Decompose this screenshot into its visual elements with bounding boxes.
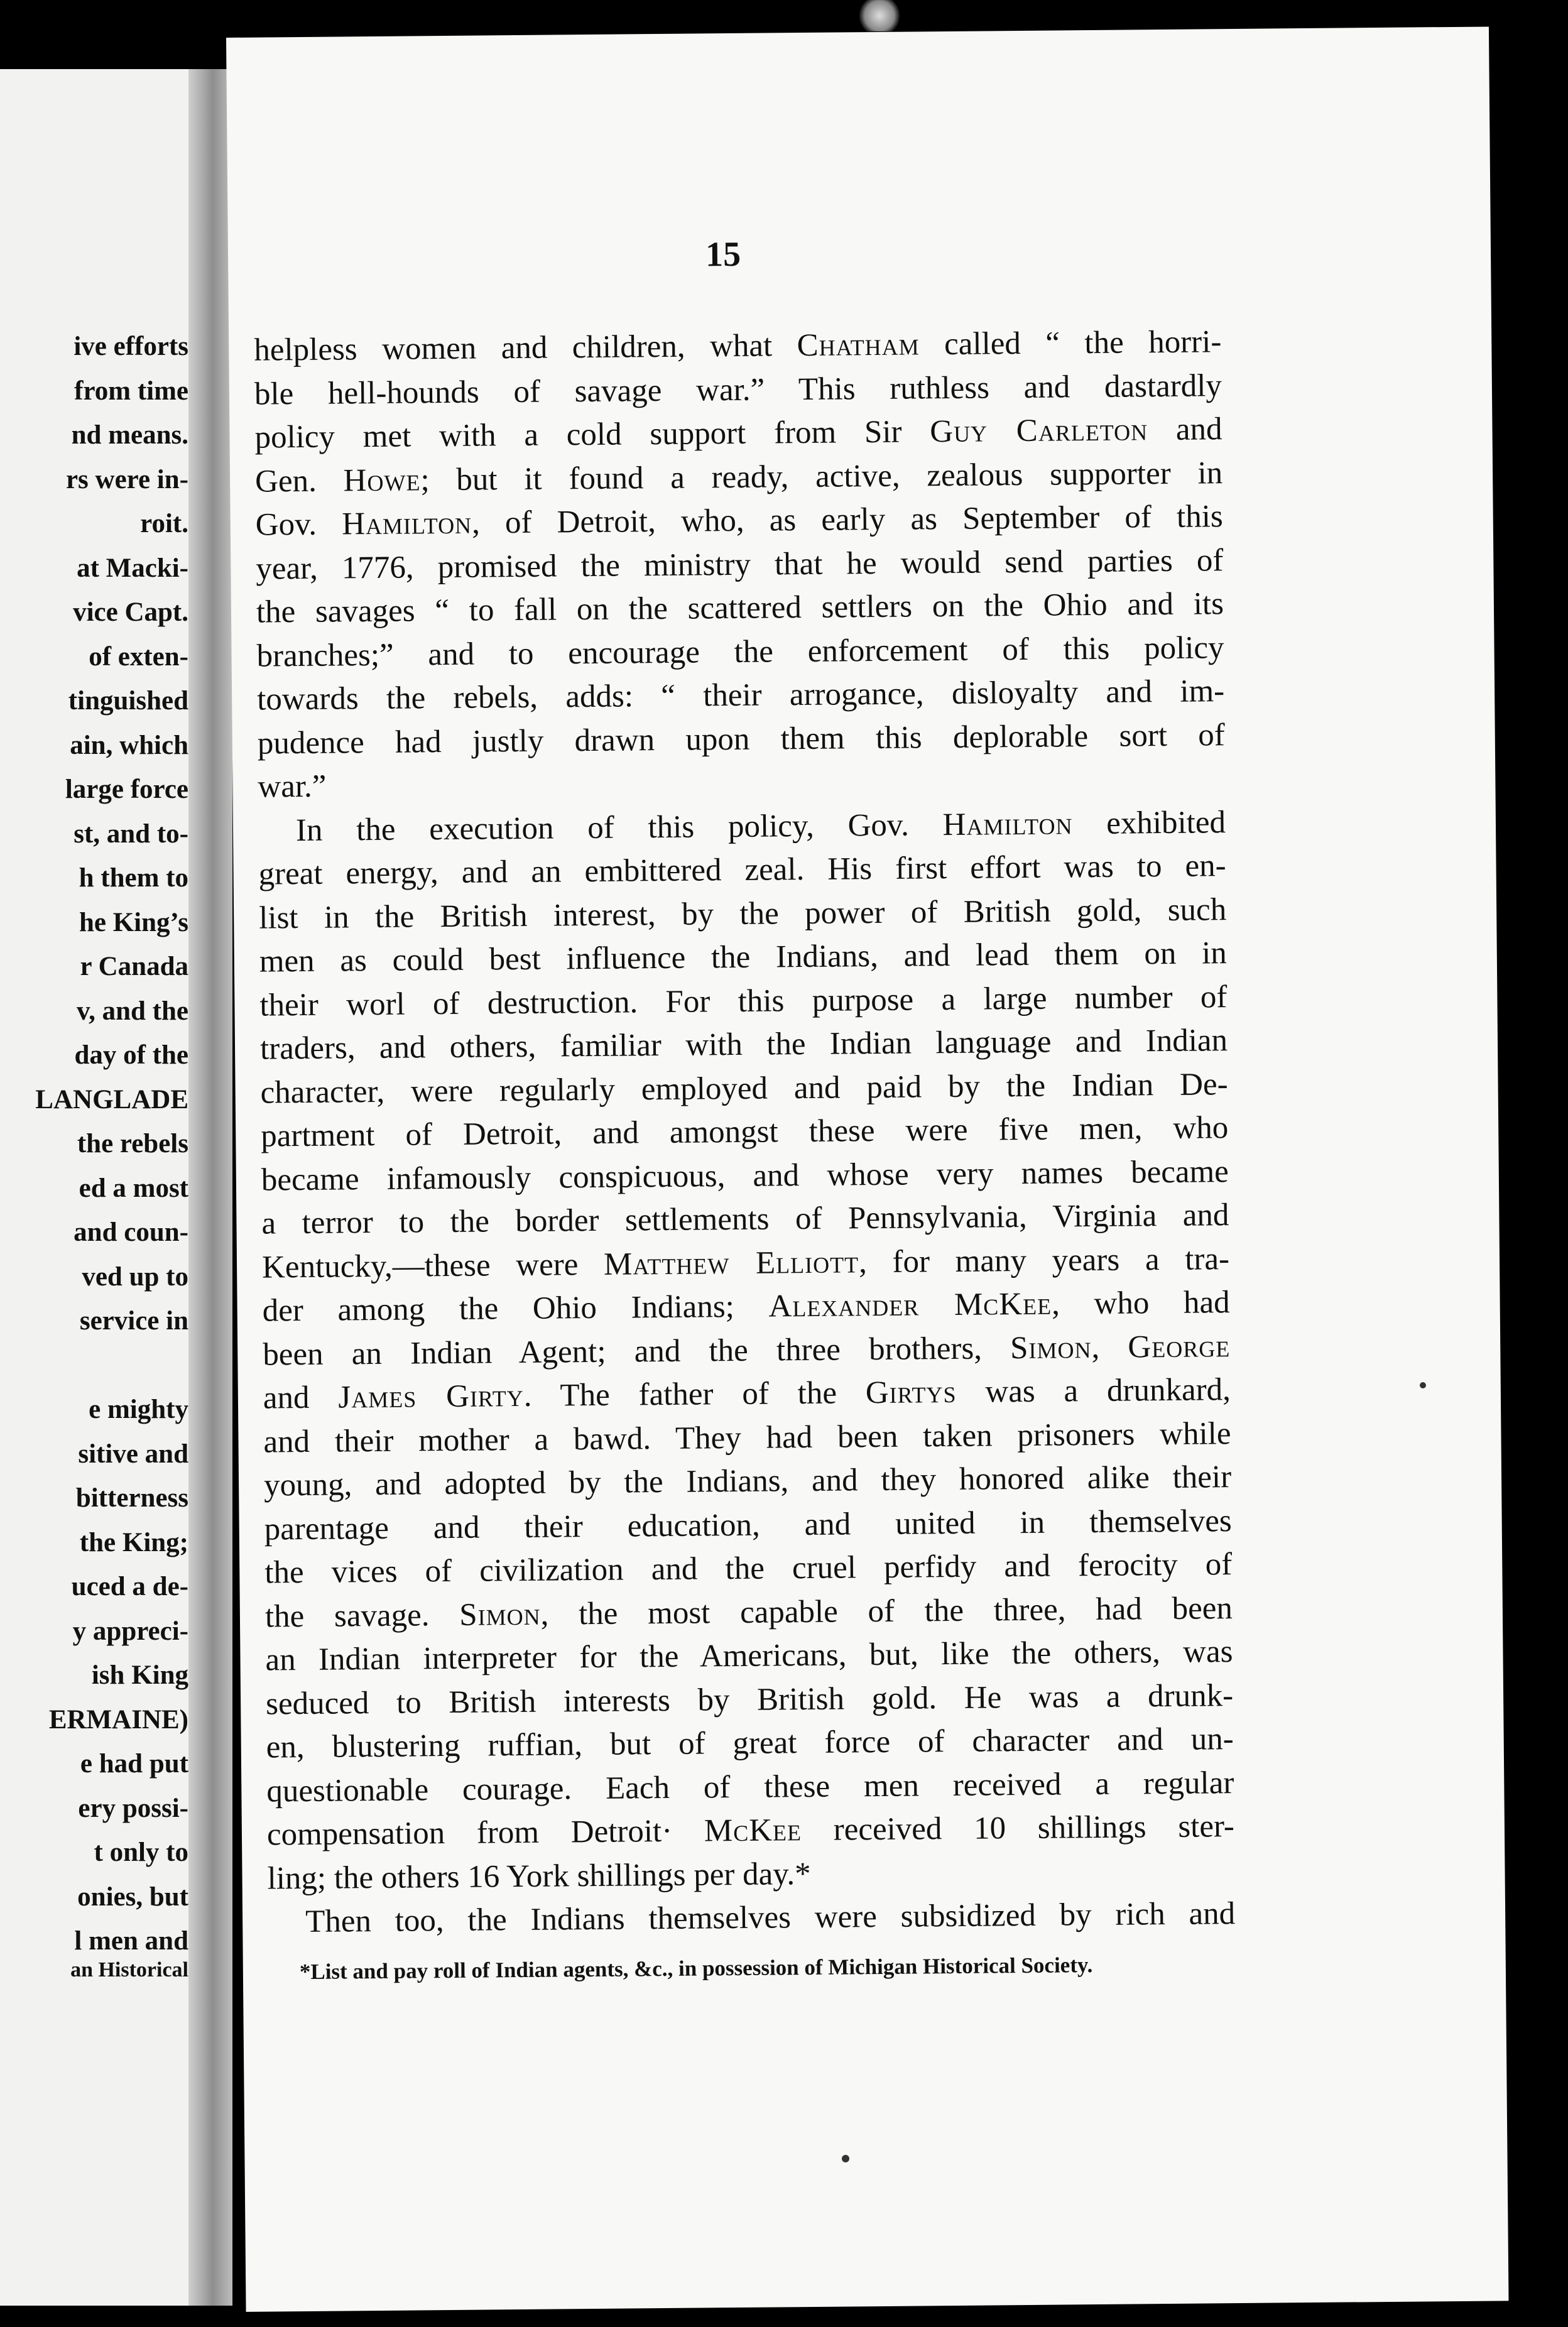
text-run: war.” xyxy=(258,768,327,805)
left-page-line: sitive and xyxy=(78,1439,188,1469)
small-caps-name: Simon xyxy=(1010,1329,1092,1366)
text-line xyxy=(258,761,1225,805)
text-line xyxy=(257,673,1224,719)
small-caps-name: James Girty xyxy=(338,1378,525,1415)
text-line xyxy=(255,455,1222,501)
text-line xyxy=(258,717,1225,763)
text-run: en, blustering ruffian, but of great force of character and un- xyxy=(266,1721,1234,1765)
text-line xyxy=(262,1285,1229,1331)
left-page-line: of exten- xyxy=(89,641,188,672)
text-line xyxy=(264,1503,1231,1549)
small-caps-name: Simon xyxy=(459,1596,541,1633)
left-page-line: ery possi- xyxy=(78,1793,188,1823)
text-line xyxy=(261,1197,1229,1243)
text-run: pudence had justly drawn upon them this deplorable sort of xyxy=(257,717,1225,761)
text-run: became infamously conspicuous, and whose very names became xyxy=(261,1153,1229,1198)
text-run: partment of Detroit, and amongst these were five men, who xyxy=(261,1110,1229,1154)
text-line xyxy=(267,1853,1234,1897)
left-page-line: e mighty xyxy=(89,1395,188,1424)
left-page-line: service in xyxy=(79,1306,188,1336)
text-line xyxy=(254,324,1221,370)
text-run: and xyxy=(1147,411,1222,448)
speck xyxy=(1420,1382,1426,1388)
text-run: traders, and others, familiar with the Indian language and Indian xyxy=(259,1023,1228,1067)
text-run: compensation from Detroit· xyxy=(266,1813,705,1853)
small-caps-name: Alexander McKee xyxy=(768,1286,1052,1324)
text-line xyxy=(256,586,1224,632)
left-page-line: bitterness xyxy=(75,1483,188,1513)
text-run: questionable courage. Each of these men received a regular xyxy=(266,1765,1234,1809)
left-page-line: v, and the xyxy=(76,996,188,1026)
text-line xyxy=(263,1372,1231,1418)
left-page-line: ERMAINE) xyxy=(48,1704,188,1735)
text-run: great energy, and an embittered zeal. His first effort was to en- xyxy=(258,848,1226,892)
left-page-line: onies, but xyxy=(77,1882,188,1912)
text-line xyxy=(266,1678,1233,1724)
text-run: helpless women and children, what xyxy=(254,328,797,368)
left-page-line: vice Capt. xyxy=(73,597,188,627)
left-page-line: from time xyxy=(74,376,188,406)
text-line xyxy=(261,1110,1228,1156)
text-run: , xyxy=(1091,1329,1128,1365)
left-page-line: h them to xyxy=(79,863,188,893)
left-page-line: day of the xyxy=(74,1040,188,1070)
text-line xyxy=(254,368,1222,414)
small-caps-name: McKee xyxy=(704,1812,802,1849)
text-run: an Indian interpreter for the Americans, but, like the others, was xyxy=(265,1634,1233,1678)
left-page-line: LANGLADE xyxy=(35,1084,188,1114)
text-line xyxy=(266,1721,1234,1767)
text-run: towards the rebels, adds: “ their arrogance, disloyalty and im- xyxy=(256,673,1225,717)
text-run: , for many years a tra- xyxy=(858,1241,1230,1280)
left-page-line: the King; xyxy=(79,1527,188,1557)
text-line xyxy=(256,543,1223,589)
small-caps-name: Guy Carleton xyxy=(929,412,1148,450)
text-line xyxy=(261,1154,1229,1200)
footnote: *List and pay roll of Indian agents, &c., in possession of Michigan Historical Society. xyxy=(299,1953,1093,1985)
text-line xyxy=(259,979,1227,1025)
text-run: exhibited xyxy=(1072,804,1226,841)
text-line xyxy=(260,1023,1228,1069)
left-page-line: he King’s xyxy=(79,907,188,937)
text-run: seduced to British interests by British gold. He was a drunk- xyxy=(265,1677,1234,1722)
small-caps-name: George xyxy=(1128,1328,1231,1365)
text-run: Then too, the Indians themselves were subsidized by rich and xyxy=(305,1896,1236,1940)
text-run: year, 1776, promised the ministry that he would send parties of xyxy=(256,542,1224,587)
text-run: character, were regularly employed and paid by the Indian De- xyxy=(260,1066,1228,1111)
text-line xyxy=(268,1896,1235,1942)
left-page-line: an Historical xyxy=(70,1958,188,1981)
text-run: young, and adopted by the Indians, and they honored alike their xyxy=(263,1459,1232,1503)
right-page xyxy=(226,26,1509,2311)
text-line xyxy=(267,1809,1234,1855)
text-line xyxy=(259,935,1227,981)
text-run: and their mother a bawd. They had been taken prisoners while xyxy=(263,1415,1231,1460)
text-run: , of Detroit, who, as early as September of this xyxy=(471,499,1223,541)
text-line xyxy=(265,1634,1233,1680)
small-caps-name: Girtys xyxy=(865,1374,957,1411)
text-run: men as could best influence the Indians, and lead them on in xyxy=(259,935,1228,979)
text-line xyxy=(260,1067,1228,1113)
text-run: the savage. xyxy=(264,1597,460,1635)
left-page-line: st, and to- xyxy=(74,819,188,849)
left-page-line: y appreci- xyxy=(72,1616,188,1646)
text-run: policy met with a cold support from Sir xyxy=(254,414,930,455)
text-line xyxy=(254,411,1222,457)
text-run: list in the British interest, by the power of British gold, such xyxy=(258,891,1227,936)
left-page-line: r Canada xyxy=(80,952,188,981)
page-number: 15 xyxy=(705,234,741,275)
binding-mark xyxy=(854,0,905,31)
text-line xyxy=(264,1547,1232,1593)
text-run: been an Indian Agent; and the three brothers, xyxy=(263,1330,1011,1373)
text-run: parentage and their education, and united in themselves xyxy=(264,1503,1232,1547)
left-page-line: nd means. xyxy=(71,420,188,450)
small-caps-name: Howe xyxy=(343,462,421,498)
speck xyxy=(842,2155,849,2162)
page-fold-shadow xyxy=(188,69,232,2306)
left-page-line: ved up to xyxy=(82,1262,188,1292)
small-caps-name: Hamilton xyxy=(341,505,472,542)
left-page-line: tinguished xyxy=(68,686,188,716)
text-run: a terror to the border settlements of Pennsylvania, Virginia and xyxy=(261,1197,1229,1241)
text-run: ; but it found a ready, active, zealous supporter in xyxy=(420,455,1223,498)
text-line xyxy=(258,848,1226,894)
left-page-line: and coun- xyxy=(74,1218,188,1247)
small-caps-name: Hamilton xyxy=(942,805,1073,842)
left-page-line: l men and xyxy=(74,1926,188,1956)
left-page-line: ish King xyxy=(91,1660,188,1690)
text-run: In the execution of this policy, Gov. xyxy=(295,807,943,848)
text-run: Gov. xyxy=(255,506,342,543)
left-page-line: rs were in- xyxy=(65,464,188,494)
left-page xyxy=(0,69,195,2306)
text-run: received 10 shillings ster- xyxy=(801,1809,1235,1848)
left-page-line: e had put xyxy=(80,1749,188,1779)
text-run: their worl of destruction. For this purpose a large number of xyxy=(259,979,1228,1023)
text-run: ling; the others 16 York shillings per day.* xyxy=(267,1856,811,1897)
text-line xyxy=(258,805,1226,851)
small-caps-name: Matthew Elliott xyxy=(603,1244,859,1282)
left-page-line: at Macki- xyxy=(77,553,188,583)
text-line xyxy=(263,1416,1231,1462)
text-line xyxy=(256,499,1223,545)
text-run: Gen. xyxy=(254,462,344,499)
left-page-line: ain, which xyxy=(70,730,188,760)
left-page-line: ed a most xyxy=(79,1173,188,1203)
text-line xyxy=(259,892,1226,938)
left-page-line: large force xyxy=(65,775,188,804)
text-run: the savages “ to fall on the scattered settlers on the Ohio and its xyxy=(256,586,1224,630)
text-line xyxy=(256,630,1224,676)
text-run: der among the Ohio Indians; xyxy=(262,1289,769,1329)
text-run: Kentucky,—these were xyxy=(261,1246,604,1285)
left-page-line: the rebels xyxy=(77,1129,188,1158)
text-run: ble hell-hounds of savage war.” This ruthless and dastardly xyxy=(254,368,1222,412)
text-run: branches;” and to encourage the enforcement of this policy xyxy=(256,629,1224,674)
text-line xyxy=(264,1459,1231,1505)
text-run: called “ the horri- xyxy=(919,324,1222,362)
text-line xyxy=(266,1765,1234,1811)
text-run: and xyxy=(263,1380,339,1416)
text-run: . The father of the xyxy=(523,1375,866,1414)
text-line xyxy=(263,1329,1230,1375)
small-caps-name: Chatham xyxy=(797,327,920,364)
text-run: , who had xyxy=(1051,1285,1230,1322)
text-run: the vices of civilization and the cruel perfidy and ferocity of xyxy=(264,1547,1233,1591)
text-line xyxy=(265,1591,1233,1637)
left-page-line: t only to xyxy=(94,1838,188,1867)
left-page-line: ive efforts xyxy=(74,332,188,361)
text-run: was a drunkard, xyxy=(956,1372,1231,1410)
left-page-line: uced a de- xyxy=(71,1572,188,1601)
text-run: , the most capable of the three, had been xyxy=(540,1590,1233,1632)
text-line xyxy=(262,1241,1229,1287)
left-page-line: roit. xyxy=(140,509,188,538)
